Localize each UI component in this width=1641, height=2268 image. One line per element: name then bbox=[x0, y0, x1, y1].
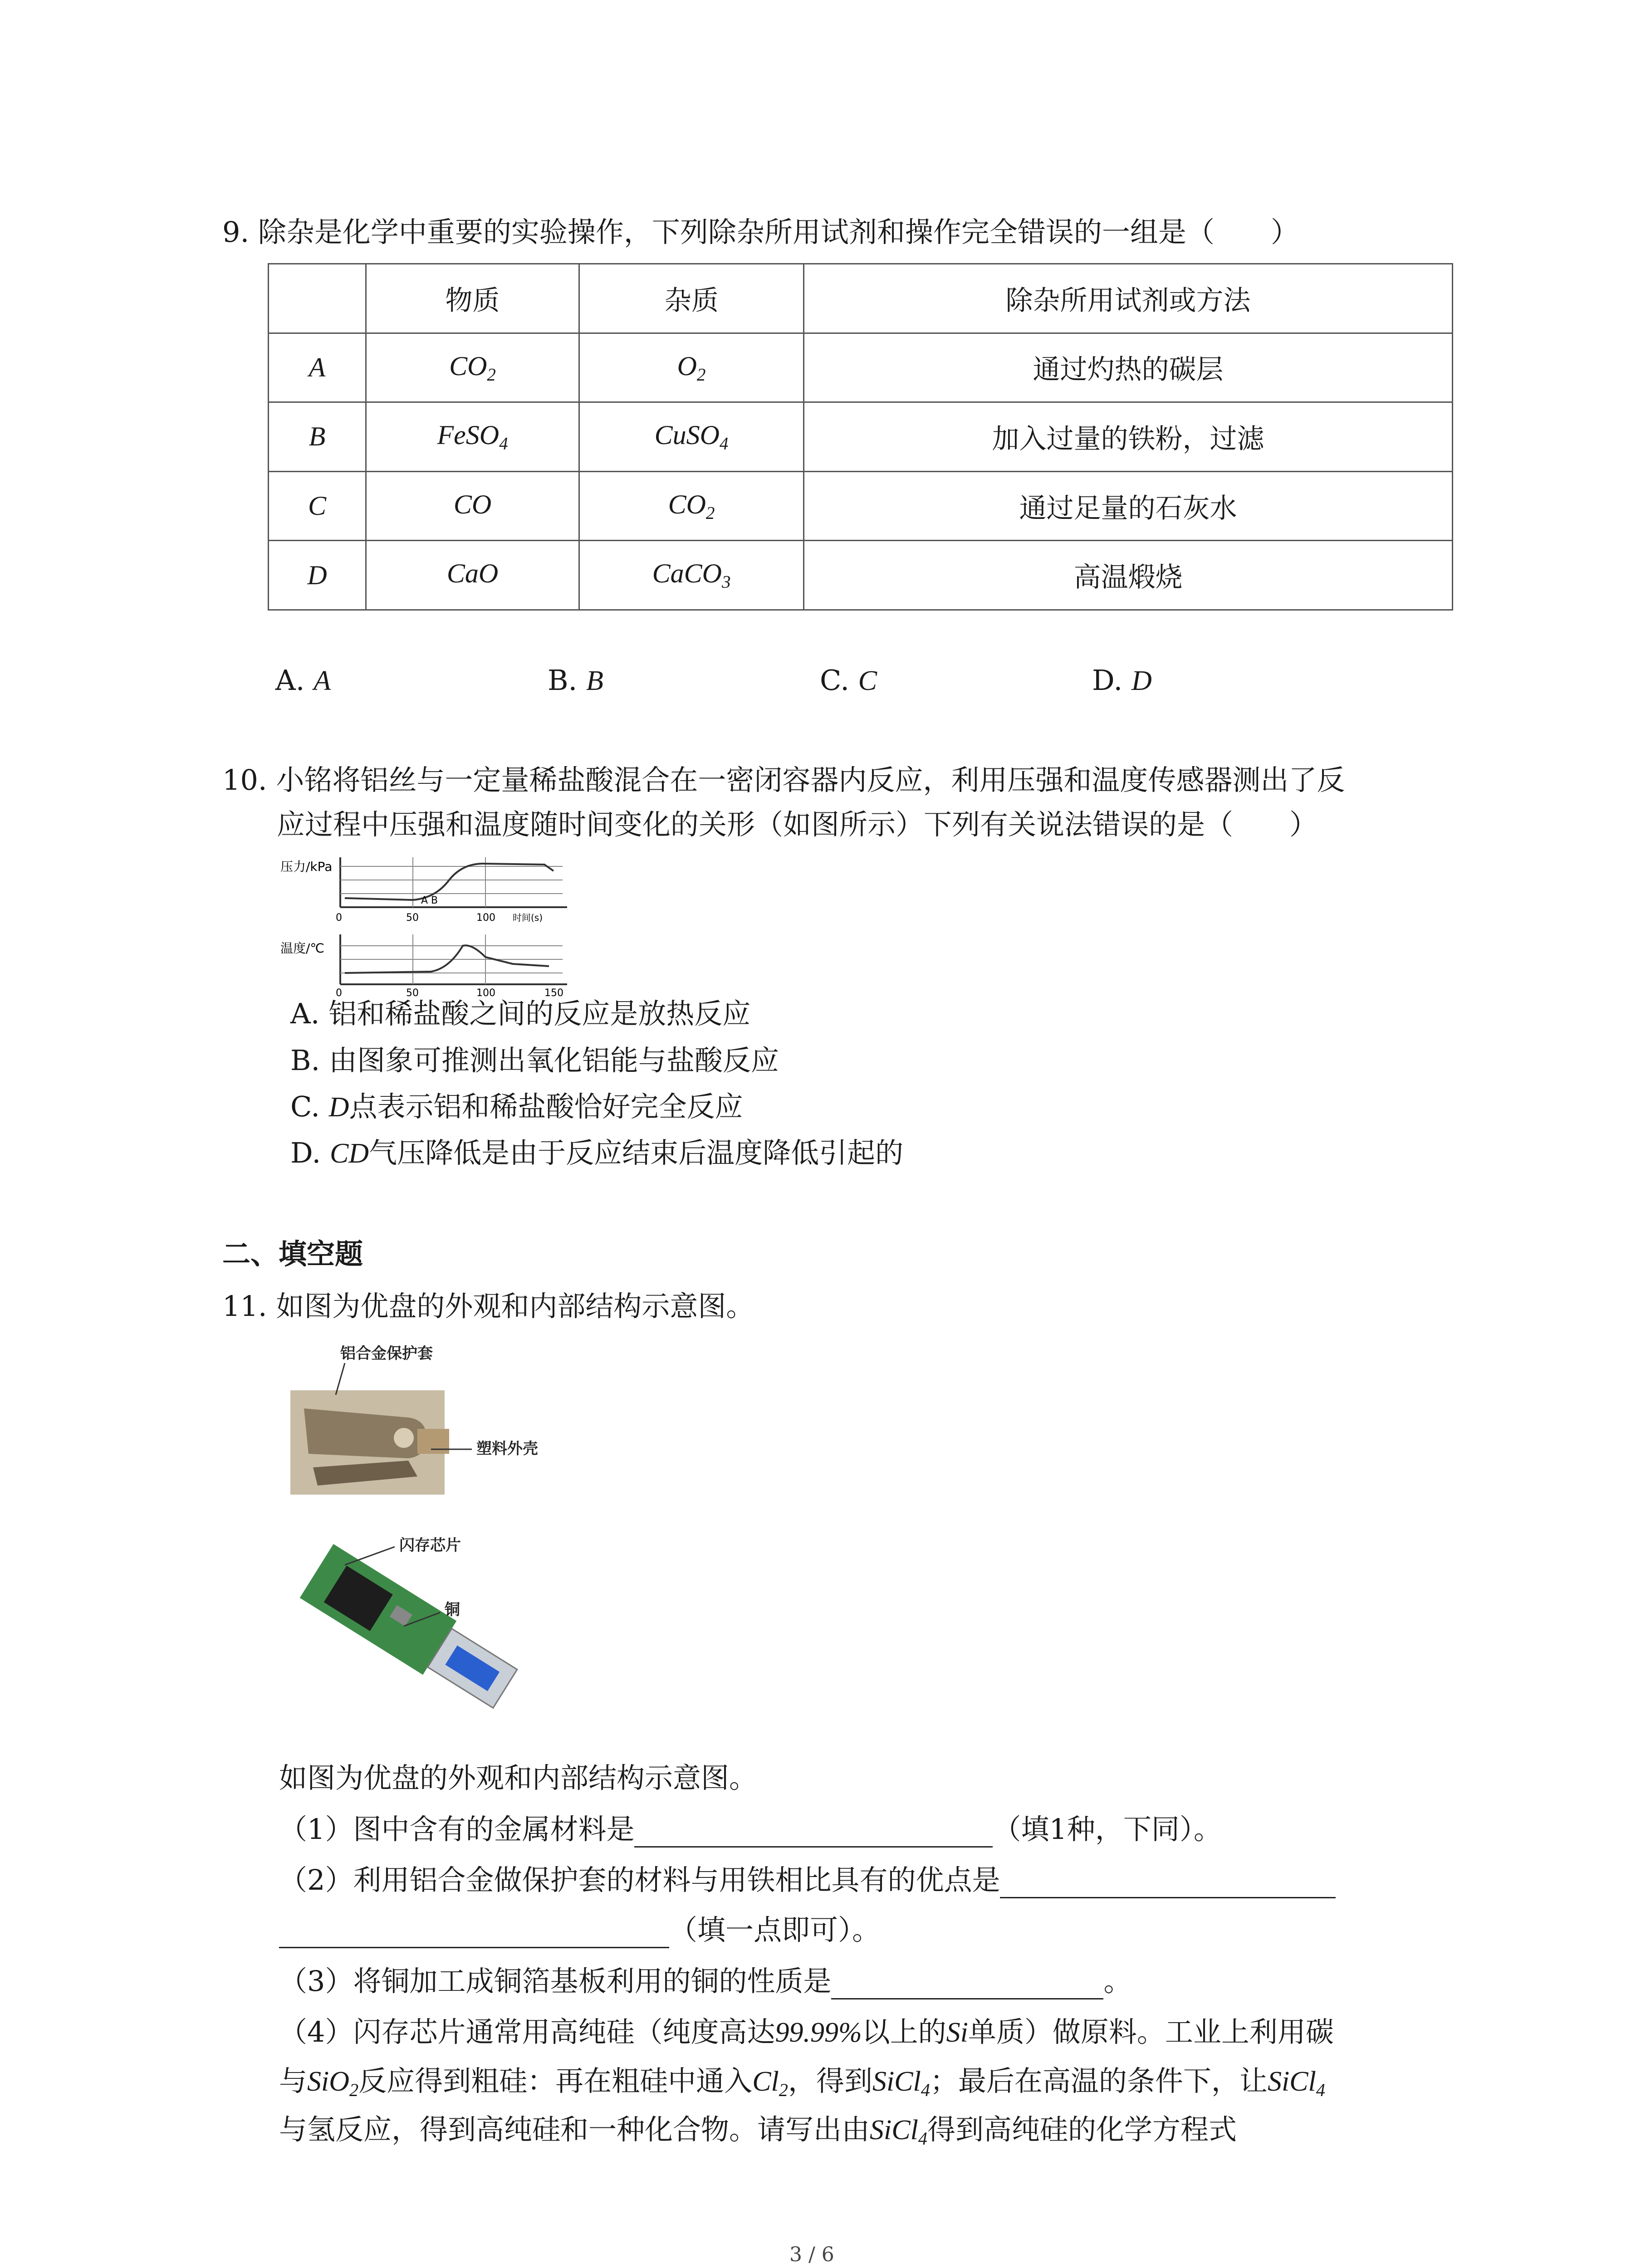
usb-interior-photo bbox=[277, 1533, 558, 1733]
q9-row-substance: $CO_2$ bbox=[366, 333, 579, 402]
pressure-xlabel: 时间(s) bbox=[513, 912, 543, 923]
q9-row-impurity: $CO_2$ bbox=[579, 471, 804, 541]
q9-table-row bbox=[269, 471, 1453, 541]
label-plastic-shell: 塑料外壳 bbox=[476, 1440, 538, 1458]
q10-option-c[interactable]: C. D点表示铝和稀盐酸恰好完全反应 bbox=[290, 1090, 743, 1123]
q11-part4-line1: （4）闪存芯片通常用高纯硅（纯度高达99.99%以上的Si单质）做原料。工业上利用碳 bbox=[279, 2015, 1334, 2048]
q10-option-d[interactable]: D. CD气压降低是由于反应结束后温度降低引起的 bbox=[290, 1136, 904, 1169]
page-number: 3 / 6 bbox=[789, 2243, 834, 2266]
pressure-ylabel: 压力/kPa bbox=[280, 859, 333, 874]
q10-stem-line1: 10. 小铭将铝丝与一定量稀盐酸混合在一密闭容器内反应，利用压强和温度传感器测出了反 bbox=[222, 763, 1345, 797]
section-title: 二、填空题 bbox=[222, 1237, 363, 1271]
temperature-xtick: 0 bbox=[336, 987, 342, 998]
label-aluminum-cover: 铝合金保护套 bbox=[340, 1344, 433, 1363]
pressure-curve bbox=[345, 864, 554, 900]
q10-pressure-graph bbox=[277, 853, 585, 998]
q10-option-a[interactable]: A. 铝和稀盐酸之间的反应是放热反应 bbox=[290, 997, 751, 1030]
q9-number: 9. bbox=[222, 215, 250, 249]
q9-row-method: 通过足量的石灰水 bbox=[804, 471, 1453, 541]
q9-stem-line bbox=[222, 214, 1299, 250]
answer-blank-1[interactable] bbox=[634, 1819, 993, 1848]
q9-option-a[interactable]: A. A bbox=[275, 664, 331, 697]
q9-table-header-row bbox=[269, 264, 1453, 333]
q9-header-substance: 物质 bbox=[366, 264, 579, 333]
q9-header-impurity: 杂质 bbox=[579, 264, 804, 333]
label-copper: 铜 bbox=[445, 1601, 460, 1619]
q9-table-row bbox=[269, 402, 1453, 472]
point-a-label: A bbox=[421, 895, 428, 906]
q9-row-method: 通过灼热的碳层 bbox=[804, 333, 1453, 402]
q9-row-method: 高温煅烧 bbox=[804, 541, 1453, 610]
q11-stem: 如图为优盘的外观和内部结构示意图。 bbox=[276, 1290, 754, 1323]
q9-row-substance: FeSO$_4$ bbox=[366, 402, 579, 472]
pressure-xtick: 100 bbox=[476, 912, 495, 924]
q9-table bbox=[268, 263, 1453, 611]
q9-option-c[interactable]: C. C bbox=[820, 664, 877, 697]
q9-stem: 除杂是化学中重要的实验操作，下列除杂所用试剂和操作完全错误的一组是（ ） bbox=[258, 215, 1299, 249]
q9-row-method: 加入过量的铁粉，过滤 bbox=[804, 402, 1453, 472]
q11-stem-line bbox=[222, 1288, 754, 1325]
q9-row-key: B bbox=[269, 402, 366, 472]
pressure-xtick: 0 bbox=[336, 912, 342, 924]
q11-repeat-stem: 如图为优盘的外观和内部结构示意图。 bbox=[279, 1761, 758, 1794]
q10-option-b[interactable]: B. 由图象可推测出氧化铝能与盐酸反应 bbox=[290, 1044, 779, 1077]
q10-number: 10. bbox=[222, 763, 267, 797]
q9-table-row bbox=[269, 333, 1453, 402]
q9-row-key: C bbox=[269, 471, 366, 541]
label-flash-chip: 闪存芯片 bbox=[399, 1536, 461, 1554]
q11-part2-line1: （2）利用铝合金做保护套的材料与用铁相比具有的优点是 bbox=[279, 1862, 1336, 1898]
q11-part1: （1）图中含有的金属材料是 （填1种，下同）。 bbox=[279, 1811, 1222, 1848]
q9-header-blank bbox=[269, 264, 366, 333]
q11-part4-line2: 与SiO$_2$反应得到粗硅：再在粗硅中通入$Cl_2$，得到SiCl$_4$；最后在高温的条件下，让SiCl$_4$ bbox=[279, 2064, 1325, 2101]
answer-blank-3[interactable] bbox=[831, 1971, 1103, 1999]
q9-row-substance: CO bbox=[366, 471, 579, 541]
temperature-xtick: 150 bbox=[544, 987, 563, 998]
q9-row-substance: CaO bbox=[366, 541, 579, 610]
q9-row-impurity: $O_2$ bbox=[579, 333, 804, 402]
q9-row-impurity: CaCO$_3$ bbox=[579, 541, 804, 610]
q9-row-key: A bbox=[269, 333, 366, 402]
q9-header-method: 除杂所用试剂或方法 bbox=[804, 264, 1453, 333]
answer-blank-2b[interactable] bbox=[279, 1920, 669, 1948]
q11-number: 11. bbox=[222, 1290, 267, 1323]
temperature-ylabel: 温度/℃ bbox=[280, 941, 324, 956]
q9-table-row bbox=[269, 541, 1453, 610]
q9-row-key: D bbox=[269, 541, 366, 610]
q9-option-b[interactable]: B. B bbox=[548, 664, 603, 697]
usb-exterior-photo bbox=[281, 1340, 554, 1513]
temperature-xtick: 50 bbox=[406, 987, 419, 998]
pressure-xtick: 50 bbox=[406, 912, 419, 924]
answer-blank-2a[interactable] bbox=[1000, 1870, 1336, 1898]
q11-part4-line3: 与氢反应，得到高纯硅和一种化合物。请写出由SiCl$_4$得到高纯硅的化学方程式 bbox=[279, 2113, 1237, 2149]
point-b-label: B bbox=[431, 895, 438, 906]
temperature-xtick: 100 bbox=[476, 987, 495, 998]
q9-row-impurity: CuSO$_4$ bbox=[579, 402, 804, 472]
q10-stem-line2: 应过程中压强和温度随时间变化的关形（如图所示）下列有关说法错误的是（ ） bbox=[277, 808, 1318, 841]
q11-part3: （3）将铜加工成铜箔基板利用的铜的性质是 。 bbox=[279, 1963, 1132, 1999]
q9-option-d[interactable]: D. D bbox=[1092, 664, 1152, 697]
q11-part2-line2: （填一点即可）。 bbox=[279, 1912, 880, 1948]
